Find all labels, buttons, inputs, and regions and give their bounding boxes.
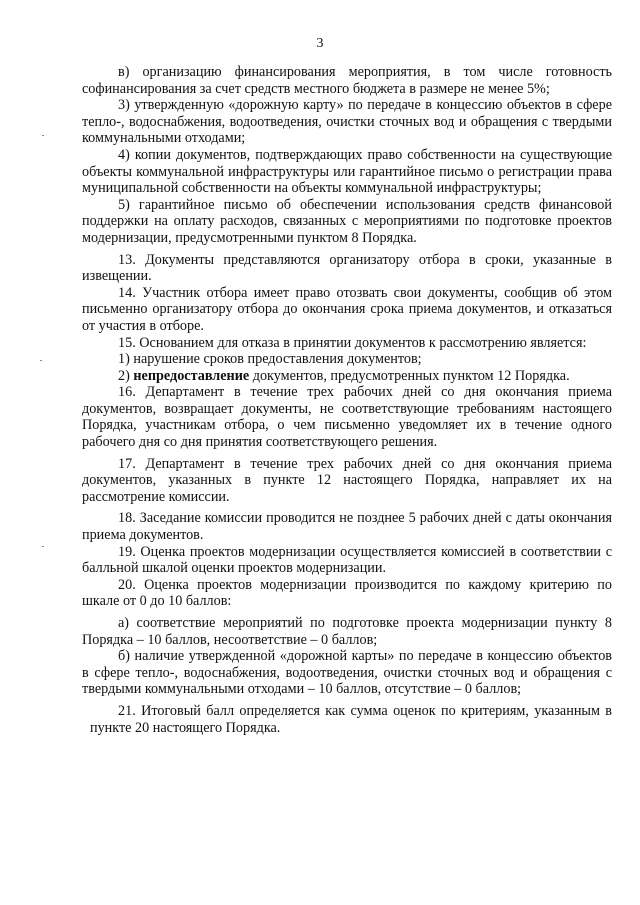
- paragraph-12-5: 5) гарантийное письмо об обеспечении использования средств финансовой поддержки на оплату расходов, связанных с мероприятиями по подготовке проектов модернизации, предусмотренными пунктом 8 Порядка.: [82, 196, 612, 246]
- scan-speck: [42, 546, 44, 547]
- paragraph-12-4: 4) копии документов, подтверждающих право собственности на существующие объекты коммунальной инфраструктуры или гарантийное письмо о регистрации права муниципальной собственности на объекты коммунальной инфраструктуры;: [82, 146, 612, 197]
- paragraph-21: 21. Итоговый балл определяется как сумма оценок по критериям, указанным в пункте 20 настоящего Порядка.: [90, 702, 612, 736]
- paragraph-12-3: 3) утвержденную «дорожную карту» по передаче в концессию объектов в сфере тепло-, водоснабжения, водоотведения, очистки сточных вод и обращения с твердыми коммунальными отходами;: [82, 97, 612, 147]
- paragraph-20-b: б) наличие утвержденной «дорожной карты» по передаче в концессию объектов в сфере тепло-, водоснабжения, водоотведения, очистки сточных вод и обращения с твердыми коммунальными отходами – 10 баллов, отсутствие – 0 баллов;: [82, 648, 612, 698]
- paragraph-16: 16. Департамент в течение трех рабочих дней со дня окончания приема документов, возвращает документы, не соответствующие требованиям настоящего Порядка, участникам отбора, о чем письменно уведомляет их в течение одного рабочего дня со дня принятия соответствующего решения.: [82, 384, 612, 451]
- paragraph-15-1: 1) нарушение сроков предоставления документов;: [118, 351, 422, 368]
- item-prefix: 2): [118, 367, 134, 384]
- scan-speck: [40, 360, 42, 361]
- paragraph-20-a: а) соответствие мероприятий по подготовке проекта модернизации пункту 8 Порядка – 10 баллов, несоответствие – 0 баллов;: [82, 615, 612, 648]
- page-number: 3: [316, 36, 324, 51]
- paragraph-12-v: в) организацию финансирования мероприятия, в том числе готовность софинансирования за счет средств местного бюджета в размере не менее 5%;: [82, 64, 612, 97]
- paragraph-15: 15. Основанием для отказа в принятии документов к рассмотрению является:: [118, 334, 587, 351]
- item-rest: документов, предусмотренных пунктом 12 Порядка.: [249, 367, 570, 384]
- paragraph-19: 19. Оценка проектов модернизации осуществляется комиссией в соответствии с балльной шкалой оценки проектов модернизации.: [82, 543, 612, 577]
- paragraph-17: 17. Департамент в течение трех рабочих дней со дня окончания приема документов, указанных в пункте 12 настоящего Порядка, направляет их на рассмотрение комиссии.: [82, 455, 612, 505]
- document-body: [82, 64, 612, 736]
- paragraph-15-2: [82, 368, 612, 385]
- paragraph-20: 20. Оценка проектов модернизации производится по каждому критерию по шкале от 0 до 10 баллов:: [82, 576, 612, 610]
- bold-term: непредоставление: [133, 367, 250, 384]
- paragraph-18: 18. Заседание комиссии проводится не позднее 5 рабочих дней с даты окончания приема документов.: [82, 510, 612, 544]
- paragraph-14: 14. Участник отбора имеет право отозвать свои документы, сообщив об этом письменно организатору отбора до окончания срока приема документов, и отказаться от участия в отборе.: [82, 284, 612, 334]
- scan-speck: [42, 135, 44, 136]
- paragraph-13: 13. Документы представляются организатору отбора в сроки, указанные в извещении.: [82, 251, 612, 285]
